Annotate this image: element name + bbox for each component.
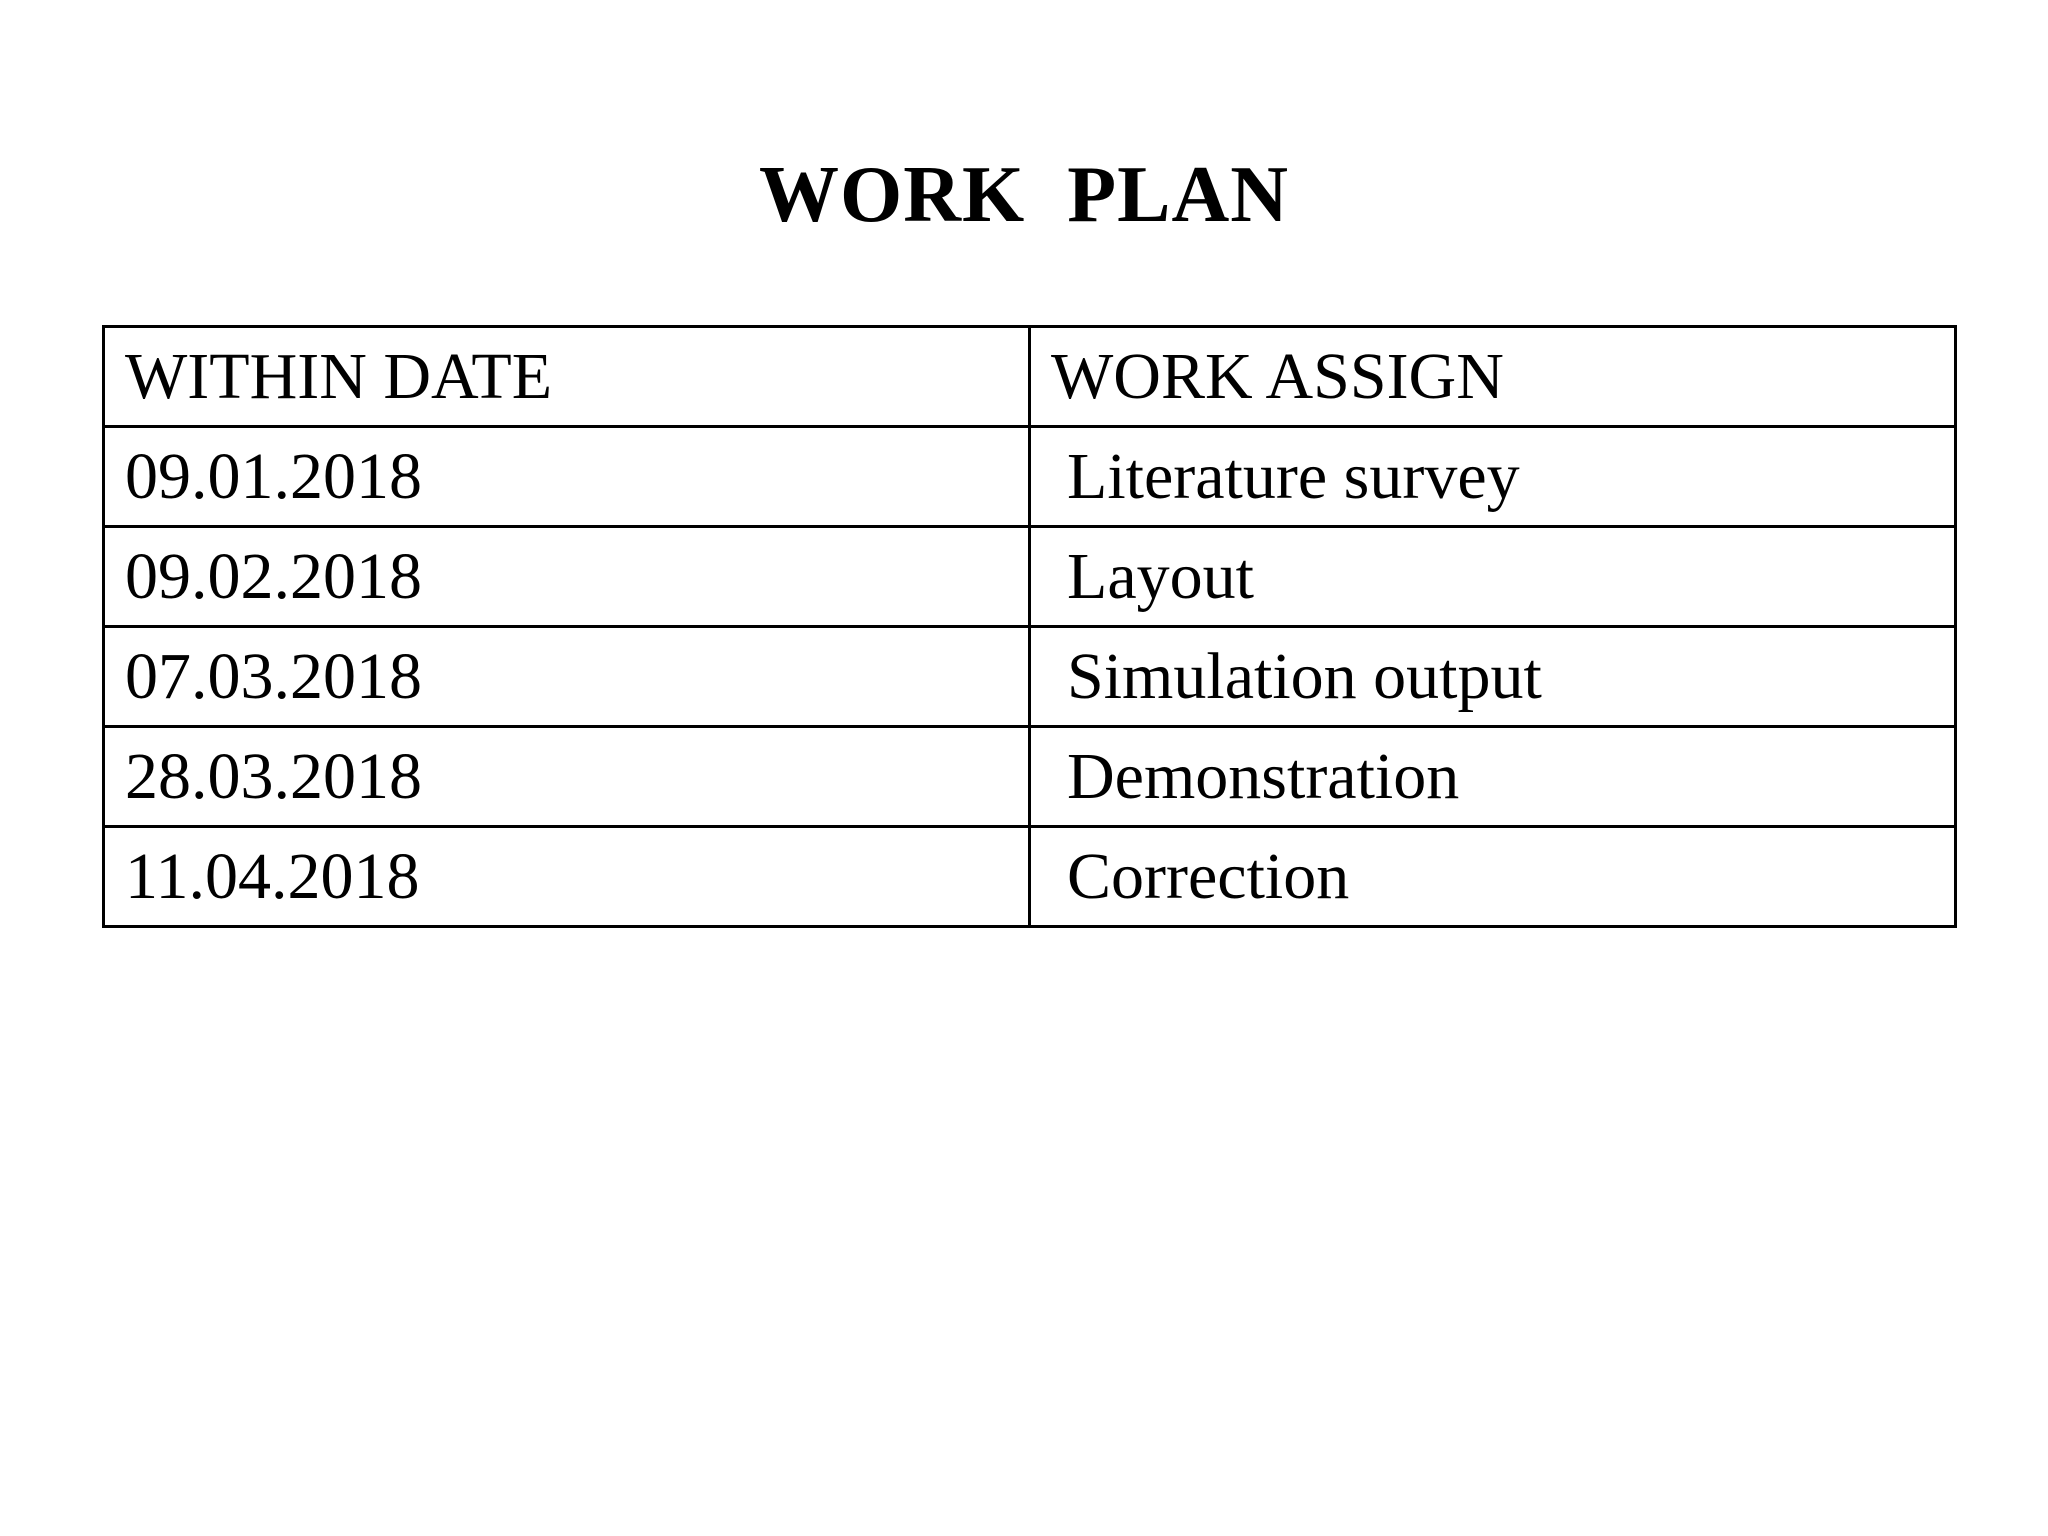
task-cell: Correction [1030,827,1956,927]
date-cell: 07.03.2018 [104,627,1030,727]
date-cell: 28.03.2018 [104,727,1030,827]
table-row [104,727,1956,827]
page-title: WORK PLAN [759,151,1289,239]
task-cell: Simulation output [1030,627,1956,727]
table-header-row [104,327,1956,427]
table-row [104,527,1956,627]
date-cell: 09.02.2018 [104,527,1030,627]
task-cell: Literature survey [1030,427,1956,527]
date-cell: 11.04.2018 [104,827,1030,927]
work-plan-table [102,325,1957,928]
task-cell: Layout [1030,527,1956,627]
task-cell: Demonstration [1030,727,1956,827]
column-header-task: WORK ASSIGN [1030,327,1956,427]
table-row [104,627,1956,727]
table-row [104,827,1956,927]
date-cell: 09.01.2018 [104,427,1030,527]
table-row [104,427,1956,527]
column-header-date: WITHIN DATE [104,327,1030,427]
